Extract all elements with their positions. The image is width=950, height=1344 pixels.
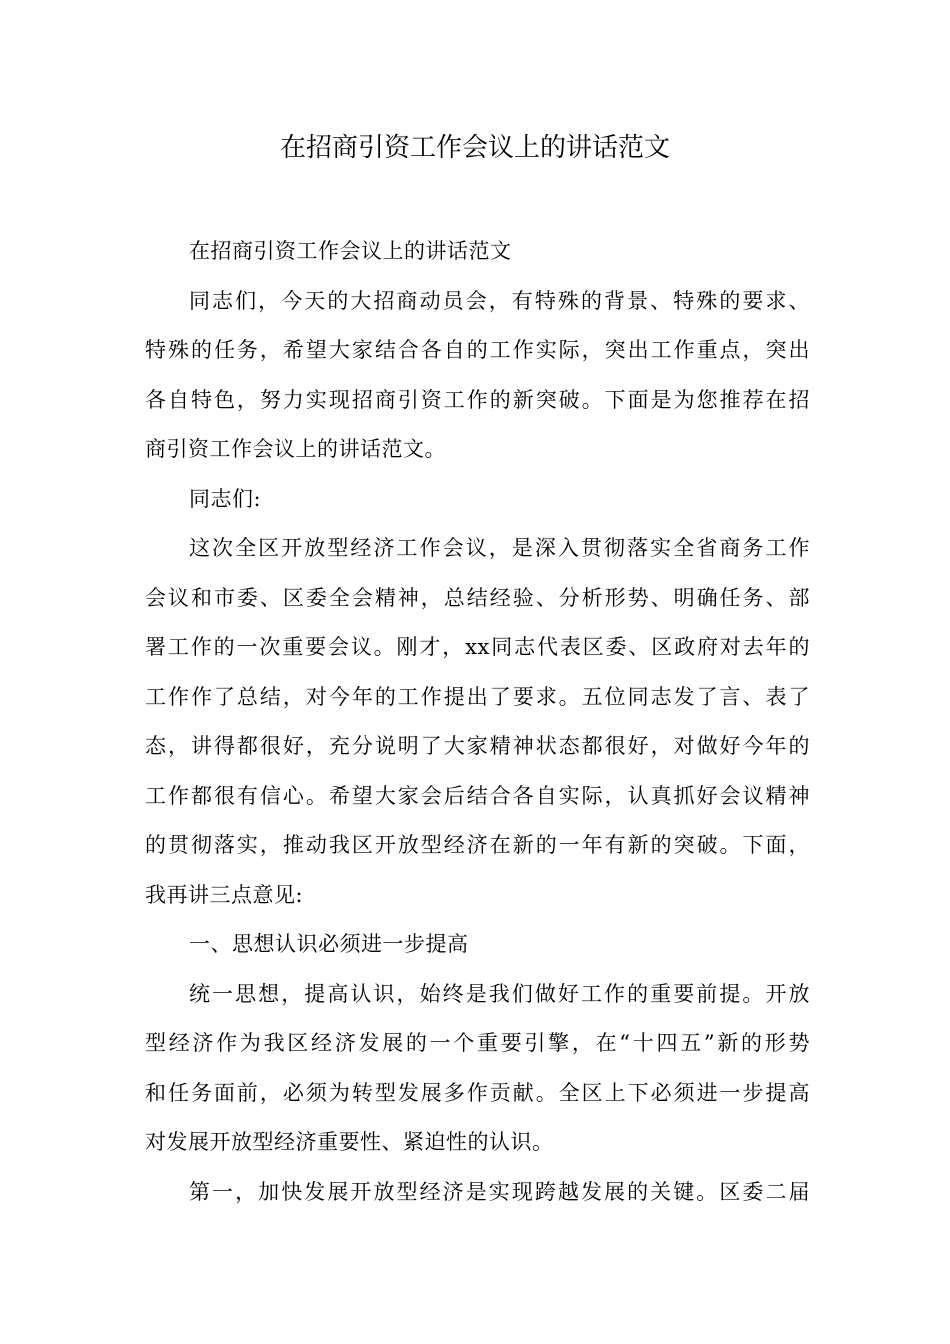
paragraph-line: 会议和市委、区委全会精神，总结经验、分析形势、明确任务、部 (145, 585, 810, 610)
paragraph-line: 在招商引资工作会议上的讲话范文 (189, 239, 512, 263)
paragraph-line: 同志们: (189, 486, 262, 511)
paragraph-line: 各自特色，努力实现招商引资工作的新突破。下面是为您推荐在招 (145, 387, 810, 412)
document-title: 在招商引资工作会议上的讲话范文 (279, 133, 670, 163)
paragraph-line: 和任务面前，必须为转型发展多作贡献。全区上下必须进一步提高 (145, 1080, 810, 1105)
paragraph-line: 署工作的一次重要会议。刚才，xx同志代表区委、区政府对去年的 (145, 635, 810, 659)
section-heading: 一、思想认识必须进一步提高 (189, 932, 469, 956)
paragraph-line: 对发展开放型经济重要性、紧迫性的认识。 (145, 1130, 554, 1154)
paragraph-line: 态，讲得都很好，充分说明了大家精神状态都很好，对做好今年的 (145, 734, 810, 758)
paragraph-line: 统一思想，提高认识，始终是我们做好工作的重要前提。开放 (189, 981, 810, 1006)
paragraph-line: 商引资工作会议上的讲话范文。 (145, 437, 446, 461)
paragraph-line: 工作都很有信心。希望大家会后结合各自实际，认真抓好会议精神 (145, 783, 810, 808)
paragraph-line: 第一，加快发展开放型经济是实现跨越发展的关键。区委二届 (189, 1179, 810, 1204)
paragraph-line: 工作作了总结，对今年的工作提出了要求。五位同志发了言、表了 (145, 684, 810, 709)
document-body (145, 230, 810, 1220)
paragraph-line: 特殊的任务，希望大家结合各自的工作实际，突出工作重点，突出 (145, 338, 810, 362)
paragraph-line: 这次全区开放型经济工作会议，是深入贯彻落实全省商务工作 (189, 536, 810, 560)
paragraph-line: 我再讲三点意见: (145, 882, 304, 907)
paragraph-line: 同志们，今天的大招商动员会，有特殊的背景、特殊的要求、 (189, 288, 810, 313)
paragraph-line: 的贯彻落实，推动我区开放型经济在新的一年有新的突破。下面， (145, 833, 810, 857)
paragraph-line: 型经济作为我区经济发展的一个重要引擎，在“十四五”新的形势 (145, 1031, 810, 1055)
